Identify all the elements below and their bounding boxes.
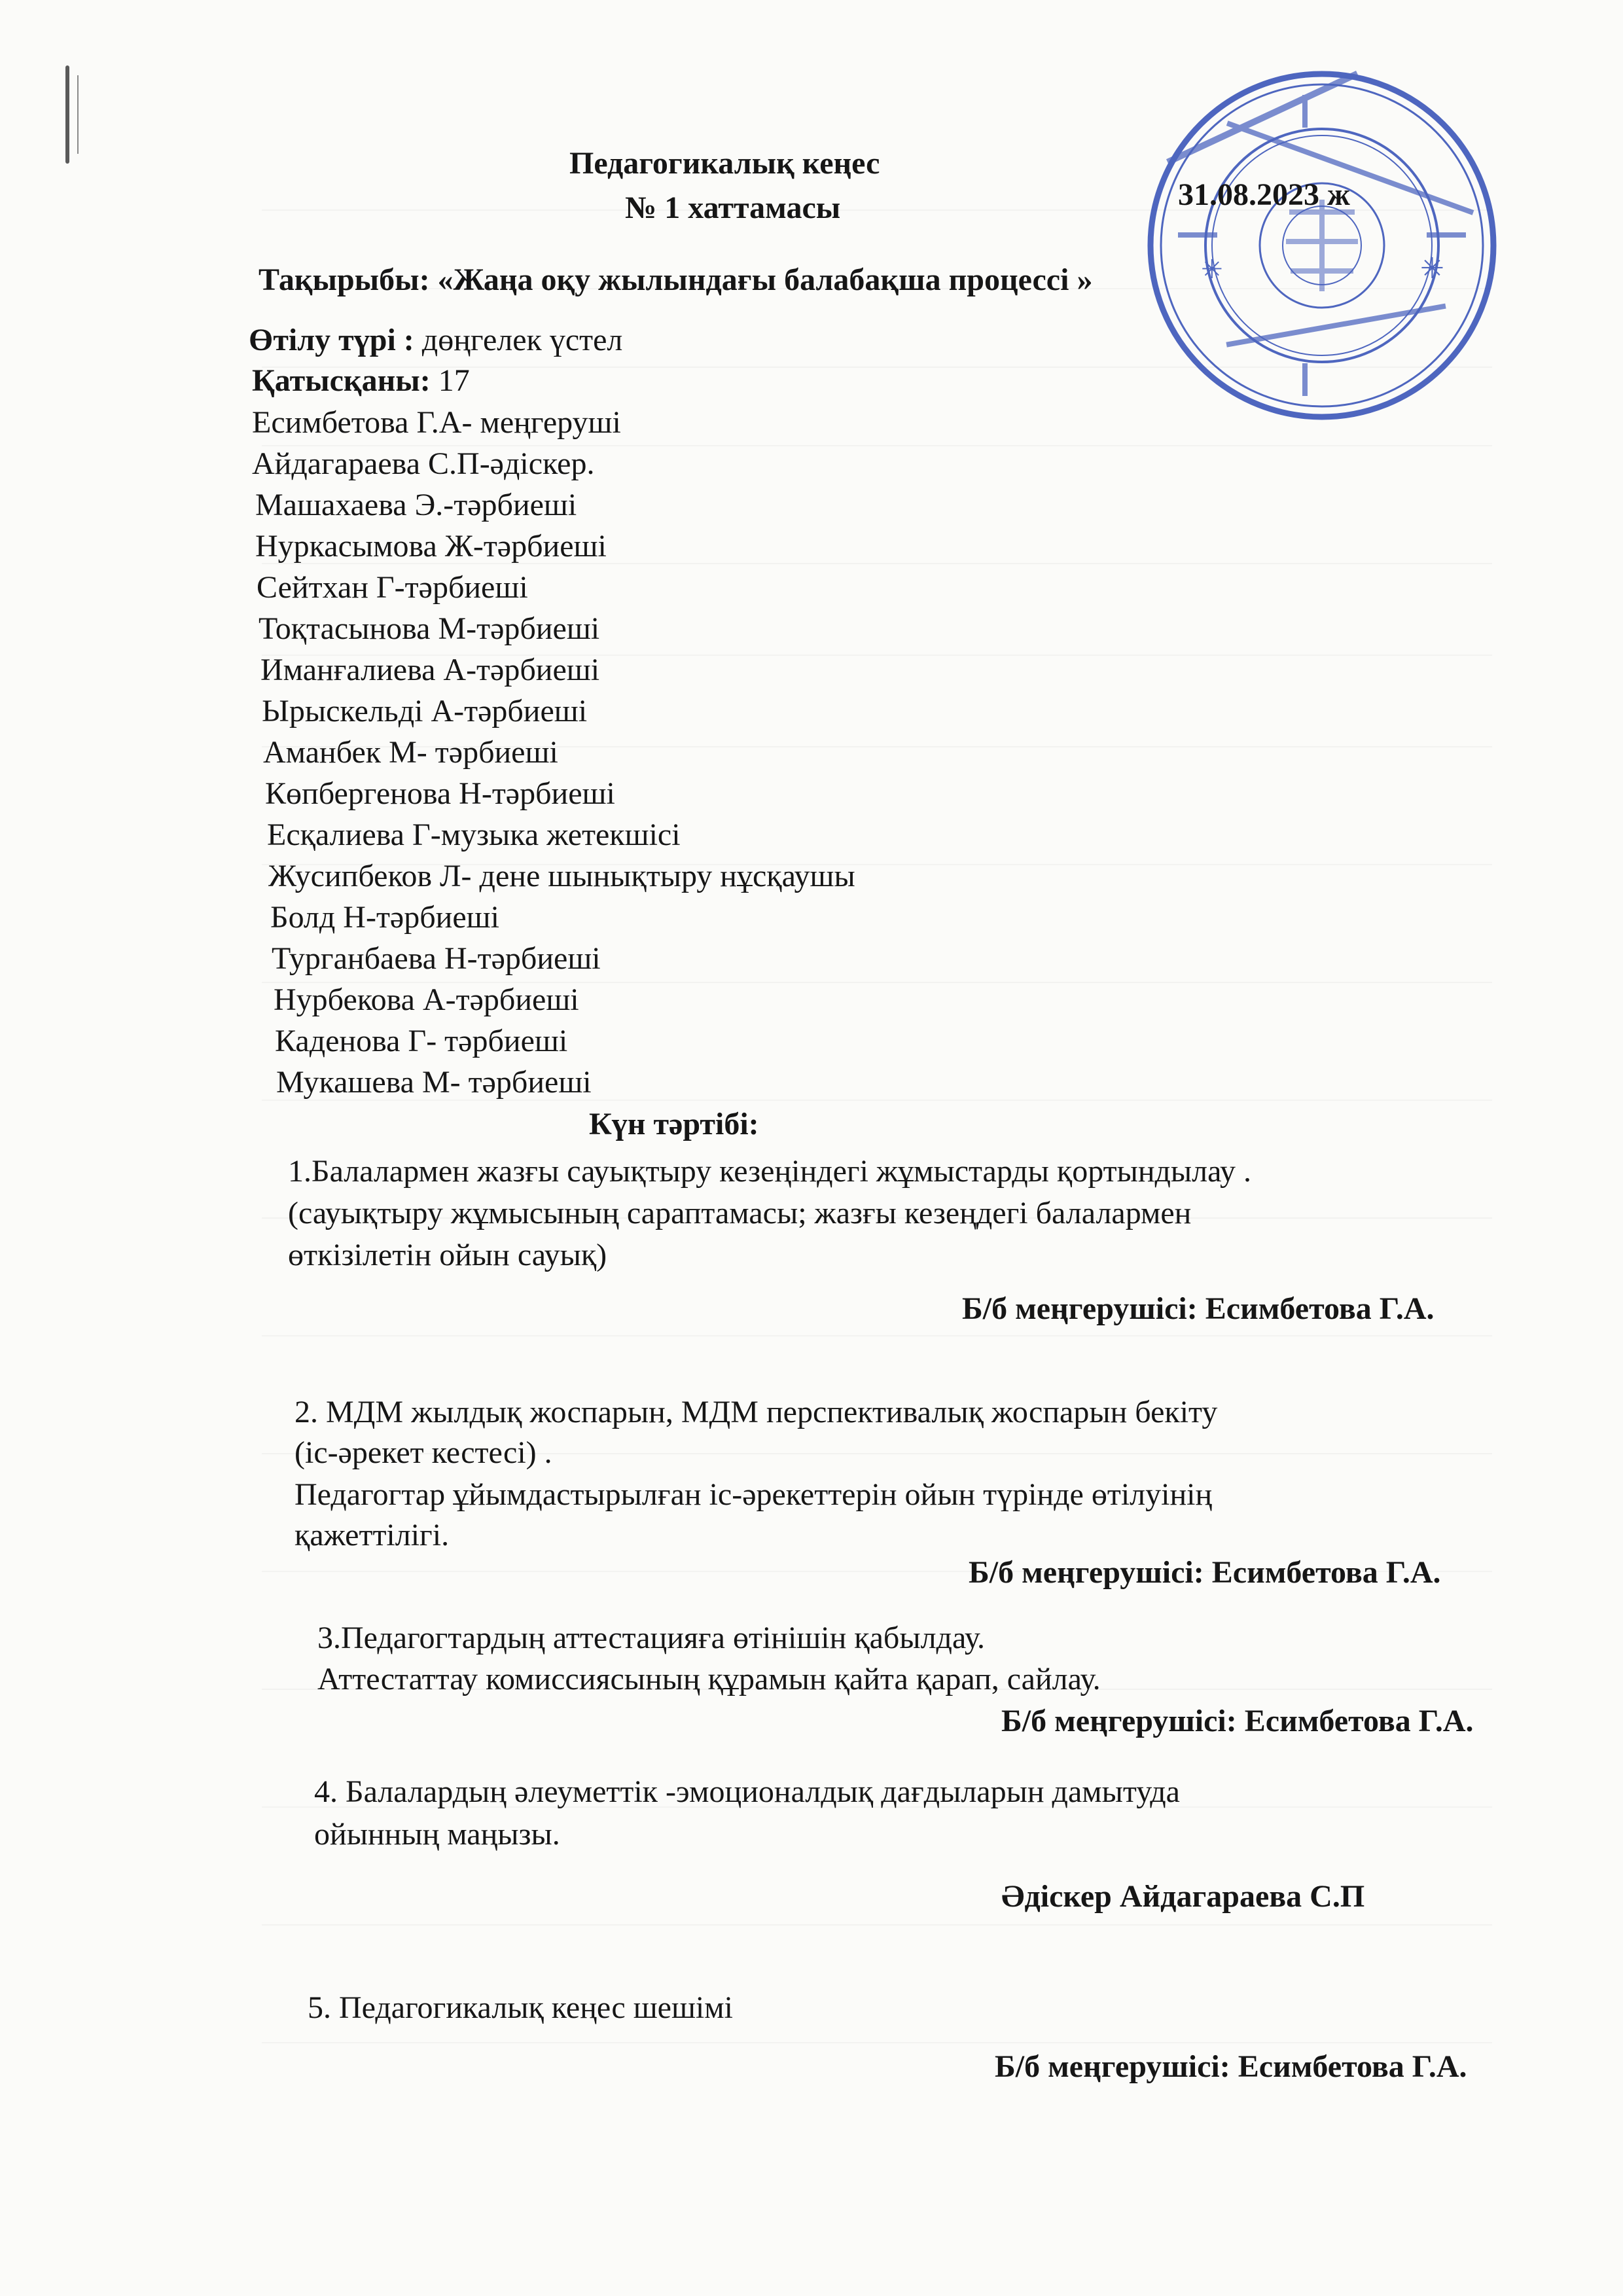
participant-item: Сейтхан Г-тәрбиеші (257, 570, 528, 605)
participant-item: Айдагараева С.П-әдіскер. (252, 446, 595, 481)
scan-edge-mark-thin (77, 75, 79, 154)
protocol-number: № 1 хаттамасы (625, 190, 841, 225)
protocol-date: 31.08.2023 ж (1178, 177, 1350, 212)
participant-item: Иманғалиева А-тәрбиеші (260, 653, 600, 687)
agenda-item-responsible: Әдіскер Айдагараева С.П (1001, 1879, 1365, 1914)
participant-item: Машахаева Э.-тәрбиеші (255, 488, 577, 522)
agenda-item-responsible: Б/б меңгерушісі: Есимбетова Г.А. (962, 1291, 1435, 1326)
format-value: дөңгелек үстел (421, 323, 623, 357)
participant-item: Тоқтасынова М-тәрбиеші (259, 611, 600, 646)
agenda-item-line: қажеттілігі. (294, 1518, 450, 1552)
document-title: Педагогикалық кеңес (569, 146, 880, 181)
svg-text:✳: ✳ (1201, 255, 1223, 285)
participant-item: Есқалиева Г-музыка жетекшісі (267, 817, 681, 852)
agenda-item-line: 4. Балалардың әлеуметтік -эмоционалдық дағдыларын дамытуда (314, 1774, 1180, 1809)
agenda-item-line: өткізілетін ойын сауық) (288, 1238, 607, 1272)
agenda-item-line: Педагогтар ұйымдастырылған іс-әрекеттерін ойын түрінде өтілуінің (294, 1477, 1213, 1512)
scan-edge-mark (65, 65, 69, 164)
svg-text:✳: ✳ (1420, 252, 1444, 285)
agenda-item-responsible: Б/б меңгерушісі: Есимбетова Г.А. (969, 1555, 1441, 1590)
participant-item: Болд Н-тәрбиеші (270, 900, 499, 935)
participant-item: Нурбекова А-тәрбиеші (274, 982, 579, 1017)
agenda-item-responsible: Б/б меңгерушісі: Есимбетова Г.А. (995, 2049, 1467, 2084)
format-label: Өтілу түрі : (249, 323, 414, 357)
agenda-item-line: (сауықтыру жұмысының сараптамасы; жазғы кезеңдегі балалармен (288, 1196, 1192, 1230)
official-seal-stamp (1139, 62, 1505, 429)
agenda-item-line: ойынның маңызы. (314, 1817, 560, 1852)
participant-item: Каденова Г- тәрбиеші (275, 1024, 568, 1058)
topic-label: Тақырыбы: (259, 262, 430, 297)
participant-item: Мукашева М- тәрбиеші (276, 1065, 592, 1100)
participant-item: Нуркасымова Ж-тәрбиеші (255, 529, 607, 564)
topic-line (259, 262, 1092, 298)
participant-item: Аманбек М- тәрбиеші (263, 735, 558, 770)
participant-item: Есимбетова Г.А- меңгеруші (252, 405, 621, 440)
participant-item: Ырыскельді А-тәрбиеші (262, 694, 588, 728)
topic-value: «Жаңа оқу жылындағы балабақша процессі » (437, 262, 1093, 297)
participant-item: Жусипбеков Л- дене шынықтыру нұсқаушы (268, 859, 855, 893)
agenda-item-line: 5. Педагогикалық кеңес шешімі (308, 1990, 733, 2025)
participant-item: Турганбаева Н-тәрбиеші (272, 941, 601, 976)
agenda-title: Күн тәртібі: (589, 1107, 759, 1141)
participant-item: Көпбергенова Н-тәрбиеші (265, 776, 615, 811)
format-line (249, 322, 622, 359)
agenda-item-line: Аттестаттау комиссиясының құрамын қайта қарап, сайлау. (317, 1662, 1101, 1696)
agenda-item-line: (іс-әрекет кестесі) . (294, 1435, 552, 1470)
agenda-item-line: 3.Педагогтардың аттестацияға өтінішін қабылдау. (317, 1621, 986, 1655)
agenda-item-line: 1.Балалармен жазғы сауықтыру кезеңіндегі жұмыстарды қортындылау . (288, 1154, 1251, 1189)
attendance-value: 17 (438, 363, 470, 398)
attendance-line (252, 363, 470, 399)
agenda-item-responsible: Б/б меңгерушісі: Есимбетова Г.А. (1001, 1704, 1474, 1738)
agenda-item-line: 2. МДМ жылдық жоспарын, МДМ перспективалық жоспарын бекіту (294, 1395, 1218, 1429)
attendance-label: Қатысқаны: (252, 363, 431, 398)
